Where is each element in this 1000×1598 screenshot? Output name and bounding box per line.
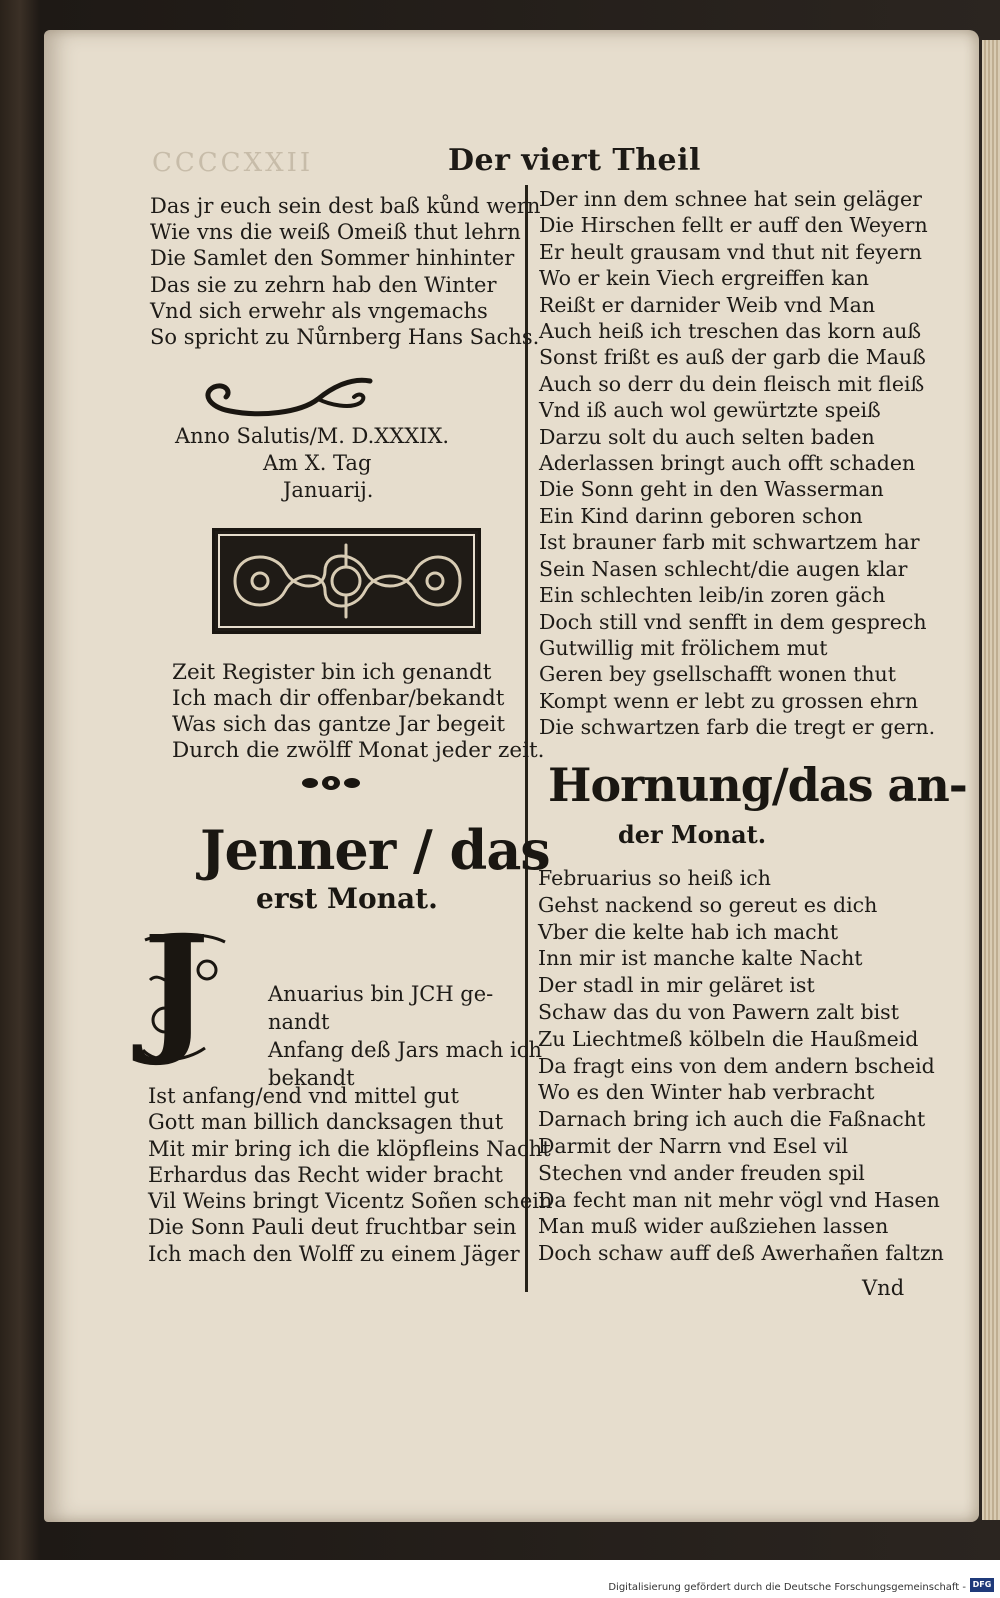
verse-line: Wie vns die weiß Omeiß thut lehrn (150, 220, 521, 245)
footer-credit: Digitalisierung gefördert durch die Deutsche Forschungsgemeinschaft - (608, 1582, 966, 1593)
jenner-heading: Jenner / das (200, 818, 550, 882)
verse-line: Kompt wenn er lebt zu grossen ehrn (539, 688, 919, 713)
jenner-intro-line: Anuarius bin JCH ge- (268, 982, 494, 1006)
verse-line: Doch still vnd senfft in dem gesprech (539, 609, 927, 634)
anno-line: Anno Salutis/M. D.XXXIX. (175, 424, 450, 448)
dropcap-letter: J (143, 906, 210, 1070)
flourish-ornament (200, 375, 375, 427)
verse-line: So spricht zu Nůrnberg Hans Sachs. (150, 325, 540, 350)
register-line: Durch die zwölff Monat jeder zeit. (172, 738, 545, 763)
register-line: Ich mach dir offenbar/bekandt (172, 686, 505, 711)
fleuron-ornament (300, 772, 362, 794)
anno-month: Januarij. (283, 478, 374, 502)
verse-line: Vnd sich erwehr als vngemachs (150, 298, 488, 323)
hornung-line: Wo es den Winter hab verbracht (538, 1080, 875, 1105)
verse-line: Sein Nasen schlecht/die augen klar (539, 556, 908, 581)
verse-line: Sonst frißt es auß der garb die Mauß (539, 345, 926, 370)
verse-line: Das jr euch sein dest baß kůnd wern (150, 194, 541, 218)
catchword: Vnd (862, 1276, 905, 1300)
woodcut-ornament (212, 528, 481, 634)
hornung-line: Doch schaw auff deß Awerhañen faltzn (538, 1241, 944, 1266)
verse-line: Die Hirschen fellt er auff den Weyern (539, 213, 928, 238)
verse-line: Die Samlet den Sommer hinhinter (150, 246, 515, 271)
verse-line: Ist brauner farb mit schwartzem har (539, 530, 920, 555)
jenner-line: Ich mach den Wolff zu einem Jäger (148, 1241, 520, 1266)
verse-line: Auch so derr du dein fleisch mit fleiß (539, 371, 925, 396)
date-block (175, 423, 505, 504)
jenner-intro-line: bekandt (268, 1066, 355, 1090)
register-line: Was sich das gantze Jar begeit (172, 712, 505, 737)
hornung-line: Darnach bring ich auch die Faßnacht (538, 1107, 926, 1132)
jenner-subheading: erst Monat. (256, 882, 438, 915)
jenner-body (148, 1083, 553, 1267)
verse-line: Ein Kind darinn geboren schon (539, 503, 863, 528)
verse-line: Ein schlechten leib/in zoren gäch (539, 583, 886, 608)
folio-show-through: CCCCXXII (152, 148, 314, 178)
hornung-line: Der stadl in mir geläret ist (538, 973, 815, 998)
right-top-verse (539, 186, 935, 741)
hornung-line: Schaw das du von Pawern zalt bist (538, 999, 899, 1024)
hornung-line: Vber die kelte hab ich macht (538, 919, 839, 944)
verse-line: Reißt er darnider Weib vnd Man (539, 292, 876, 317)
jenner-line: Ist anfang/end vnd mittel gut (148, 1084, 459, 1108)
verse-line: Das sie zu zehrn hab den Winter (150, 272, 497, 297)
register-line: Zeit Register bin ich genandt (172, 660, 492, 685)
verse-line: Der inn dem schnee hat sein geläger (539, 187, 922, 211)
hornung-line: Man muß wider außziehen lassen (538, 1214, 889, 1239)
jenner-line: Erhardus das Recht wider bracht (148, 1162, 503, 1187)
verse-line: Auch heiß ich treschen das korn auß (539, 319, 922, 344)
jenner-line: Mit mir bring ich die klöpfleins Nacht (148, 1136, 551, 1161)
verse-line: Gutwillig mit frölichem mut (539, 635, 828, 660)
anno-day: Am X. Tag (263, 451, 372, 475)
running-header: Der viert Theil (448, 143, 701, 178)
hornung-subheading: der Monat. (618, 820, 767, 849)
jenner-line: Die Sonn Pauli deut fruchtbar sein (148, 1215, 517, 1240)
hornung-line: Februarius so heiß ich (538, 866, 771, 890)
verse-line: Darzu solt du auch selten baden (539, 424, 875, 449)
verse-line: Geren bey gsellschafft wonen thut (539, 662, 896, 687)
jenner-line: Gott man billich dancksagen thut (148, 1110, 504, 1135)
jenner-intro-line: nandt (268, 1010, 330, 1034)
hornung-body (538, 865, 944, 1267)
verse-line: Wo er kein Viech ergreiffen kan (539, 266, 869, 291)
verse-line: Die Sonn geht in den Wasserman (539, 477, 884, 502)
hornung-line: Inn mir ist manche kalte Nacht (538, 946, 863, 971)
left-top-verse (150, 193, 540, 350)
hornung-line: Da fragt eins von dem andern bscheid (538, 1053, 935, 1078)
verse-line: Aderlassen bringt auch offt schaden (539, 451, 916, 476)
dfg-logo: DFG (970, 1578, 994, 1592)
hornung-heading: Hornung/das an- (548, 758, 967, 812)
jenner-intro-line: Anfang deß Jars mach ich (268, 1038, 543, 1062)
hornung-line: Da fecht man nit mehr vögl vnd Hasen (538, 1187, 940, 1212)
verse-line: Vnd iß auch wol gewürtzte speiß (539, 398, 881, 423)
jenner-line: Vil Weins bringt Vicentz Soñen schein (148, 1189, 553, 1214)
hornung-line: Gehst nackend so gereut es dich (538, 892, 878, 917)
hornung-line: Darmit der Narrn vnd Esel vil (538, 1133, 849, 1158)
verse-line: Er heult grausam vnd thut nit feyern (539, 239, 922, 264)
hornung-line: Stechen vnd ander freuden spil (538, 1160, 865, 1185)
jenner-intro (268, 980, 542, 1092)
hornung-line: Zu Liechtmeß kölbeln die Haußmeid (538, 1026, 919, 1051)
register-verse (172, 660, 544, 764)
page-stack-edge (982, 40, 1000, 1520)
verse-line: Die schwartzen farb die tregt er gern. (539, 715, 936, 740)
